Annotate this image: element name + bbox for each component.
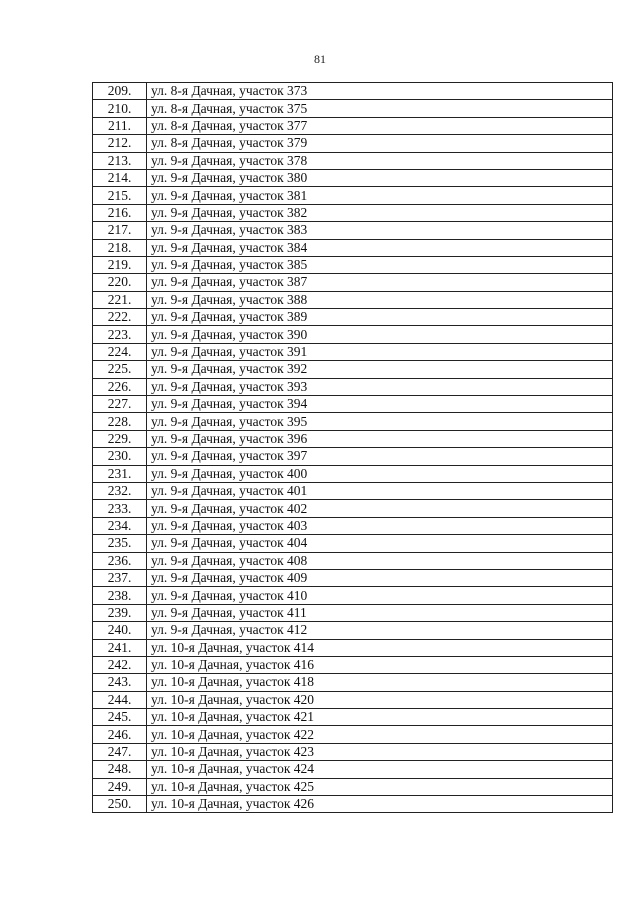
table-row (93, 256, 613, 273)
row-number-cell: 238. (93, 587, 147, 604)
table-row (93, 117, 613, 134)
table-row (93, 430, 613, 447)
table-row (93, 500, 613, 517)
row-number-cell: 245. (93, 709, 147, 726)
address-cell: ул. 9-я Дачная, участок 388 (147, 291, 613, 308)
row-number-cell: 235. (93, 535, 147, 552)
table-row (93, 674, 613, 691)
table-row (93, 517, 613, 534)
table-row (93, 239, 613, 256)
address-cell: ул. 9-я Дачная, участок 381 (147, 187, 613, 204)
address-cell: ул. 9-я Дачная, участок 378 (147, 152, 613, 169)
address-cell: ул. 9-я Дачная, участок 382 (147, 204, 613, 221)
row-number-cell: 224. (93, 343, 147, 360)
table-row (93, 743, 613, 760)
table-row (93, 378, 613, 395)
table-row (93, 796, 613, 813)
table-row (93, 552, 613, 569)
table-row (93, 587, 613, 604)
address-cell: ул. 8-я Дачная, участок 373 (147, 83, 613, 100)
address-cell: ул. 9-я Дачная, участок 394 (147, 396, 613, 413)
row-number-cell: 237. (93, 569, 147, 586)
address-cell: ул. 10-я Дачная, участок 425 (147, 778, 613, 795)
row-number-cell: 244. (93, 691, 147, 708)
table-row (93, 343, 613, 360)
row-number-cell: 233. (93, 500, 147, 517)
table-row (93, 152, 613, 169)
table-row (93, 622, 613, 639)
row-number-cell: 211. (93, 117, 147, 134)
address-cell: ул. 9-я Дачная, участок 409 (147, 569, 613, 586)
address-cell: ул. 10-я Дачная, участок 414 (147, 639, 613, 656)
table-row (93, 726, 613, 743)
row-number-cell: 221. (93, 291, 147, 308)
address-cell: ул. 8-я Дачная, участок 379 (147, 135, 613, 152)
table-row (93, 83, 613, 100)
table-row (93, 413, 613, 430)
table-row (93, 396, 613, 413)
row-number-cell: 228. (93, 413, 147, 430)
row-number-cell: 220. (93, 274, 147, 291)
address-cell: ул. 9-я Дачная, участок 396 (147, 430, 613, 447)
table-row (93, 761, 613, 778)
table-row (93, 535, 613, 552)
address-cell: ул. 9-я Дачная, участок 408 (147, 552, 613, 569)
address-cell: ул. 9-я Дачная, участок 404 (147, 535, 613, 552)
address-cell: ул. 10-я Дачная, участок 416 (147, 656, 613, 673)
table-row (93, 361, 613, 378)
address-cell: ул. 10-я Дачная, участок 422 (147, 726, 613, 743)
row-number-cell: 226. (93, 378, 147, 395)
row-number-cell: 249. (93, 778, 147, 795)
row-number-cell: 212. (93, 135, 147, 152)
address-table (92, 82, 613, 813)
address-cell: ул. 9-я Дачная, участок 384 (147, 239, 613, 256)
row-number-cell: 217. (93, 222, 147, 239)
address-table-body (93, 83, 613, 813)
row-number-cell: 232. (93, 482, 147, 499)
address-cell: ул. 9-я Дачная, участок 393 (147, 378, 613, 395)
address-cell: ул. 10-я Дачная, участок 418 (147, 674, 613, 691)
table-row (93, 569, 613, 586)
row-number-cell: 250. (93, 796, 147, 813)
address-cell: ул. 9-я Дачная, участок 412 (147, 622, 613, 639)
row-number-cell: 236. (93, 552, 147, 569)
table-row (93, 135, 613, 152)
table-row (93, 465, 613, 482)
row-number-cell: 240. (93, 622, 147, 639)
table-row (93, 222, 613, 239)
row-number-cell: 222. (93, 309, 147, 326)
table-row (93, 778, 613, 795)
table-row (93, 709, 613, 726)
table-row (93, 691, 613, 708)
row-number-cell: 209. (93, 83, 147, 100)
row-number-cell: 215. (93, 187, 147, 204)
address-cell: ул. 9-я Дачная, участок 402 (147, 500, 613, 517)
table-row (93, 656, 613, 673)
table-row (93, 309, 613, 326)
address-cell: ул. 10-я Дачная, участок 420 (147, 691, 613, 708)
table-row (93, 204, 613, 221)
address-cell: ул. 9-я Дачная, участок 411 (147, 604, 613, 621)
row-number-cell: 223. (93, 326, 147, 343)
table-row (93, 291, 613, 308)
address-cell: ул. 10-я Дачная, участок 424 (147, 761, 613, 778)
row-number-cell: 225. (93, 361, 147, 378)
address-cell: ул. 8-я Дачная, участок 375 (147, 100, 613, 117)
address-cell: ул. 10-я Дачная, участок 423 (147, 743, 613, 760)
address-cell: ул. 9-я Дачная, участок 403 (147, 517, 613, 534)
address-cell: ул. 8-я Дачная, участок 377 (147, 117, 613, 134)
table-row (93, 482, 613, 499)
row-number-cell: 214. (93, 169, 147, 186)
row-number-cell: 210. (93, 100, 147, 117)
row-number-cell: 231. (93, 465, 147, 482)
row-number-cell: 230. (93, 448, 147, 465)
row-number-cell: 246. (93, 726, 147, 743)
address-cell: ул. 10-я Дачная, участок 421 (147, 709, 613, 726)
row-number-cell: 248. (93, 761, 147, 778)
page-number: 81 (314, 52, 326, 66)
address-cell: ул. 9-я Дачная, участок 390 (147, 326, 613, 343)
row-number-cell: 219. (93, 256, 147, 273)
address-cell: ул. 9-я Дачная, участок 391 (147, 343, 613, 360)
table-row (93, 274, 613, 291)
row-number-cell: 213. (93, 152, 147, 169)
address-cell: ул. 9-я Дачная, участок 383 (147, 222, 613, 239)
address-cell: ул. 9-я Дачная, участок 389 (147, 309, 613, 326)
table-row (93, 604, 613, 621)
table-row (93, 639, 613, 656)
table-row (93, 448, 613, 465)
row-number-cell: 241. (93, 639, 147, 656)
address-cell: ул. 9-я Дачная, участок 392 (147, 361, 613, 378)
address-cell: ул. 9-я Дачная, участок 380 (147, 169, 613, 186)
table-row (93, 326, 613, 343)
table-row (93, 187, 613, 204)
row-number-cell: 247. (93, 743, 147, 760)
address-cell: ул. 9-я Дачная, участок 397 (147, 448, 613, 465)
address-cell: ул. 9-я Дачная, участок 395 (147, 413, 613, 430)
address-cell: ул. 9-я Дачная, участок 387 (147, 274, 613, 291)
address-cell: ул. 9-я Дачная, участок 385 (147, 256, 613, 273)
row-number-cell: 227. (93, 396, 147, 413)
address-cell: ул. 9-я Дачная, участок 401 (147, 482, 613, 499)
row-number-cell: 234. (93, 517, 147, 534)
address-cell: ул. 10-я Дачная, участок 426 (147, 796, 613, 813)
address-cell: ул. 9-я Дачная, участок 400 (147, 465, 613, 482)
row-number-cell: 239. (93, 604, 147, 621)
row-number-cell: 242. (93, 656, 147, 673)
row-number-cell: 216. (93, 204, 147, 221)
row-number-cell: 218. (93, 239, 147, 256)
row-number-cell: 229. (93, 430, 147, 447)
address-cell: ул. 9-я Дачная, участок 410 (147, 587, 613, 604)
row-number-cell: 243. (93, 674, 147, 691)
table-row (93, 169, 613, 186)
table-row (93, 100, 613, 117)
